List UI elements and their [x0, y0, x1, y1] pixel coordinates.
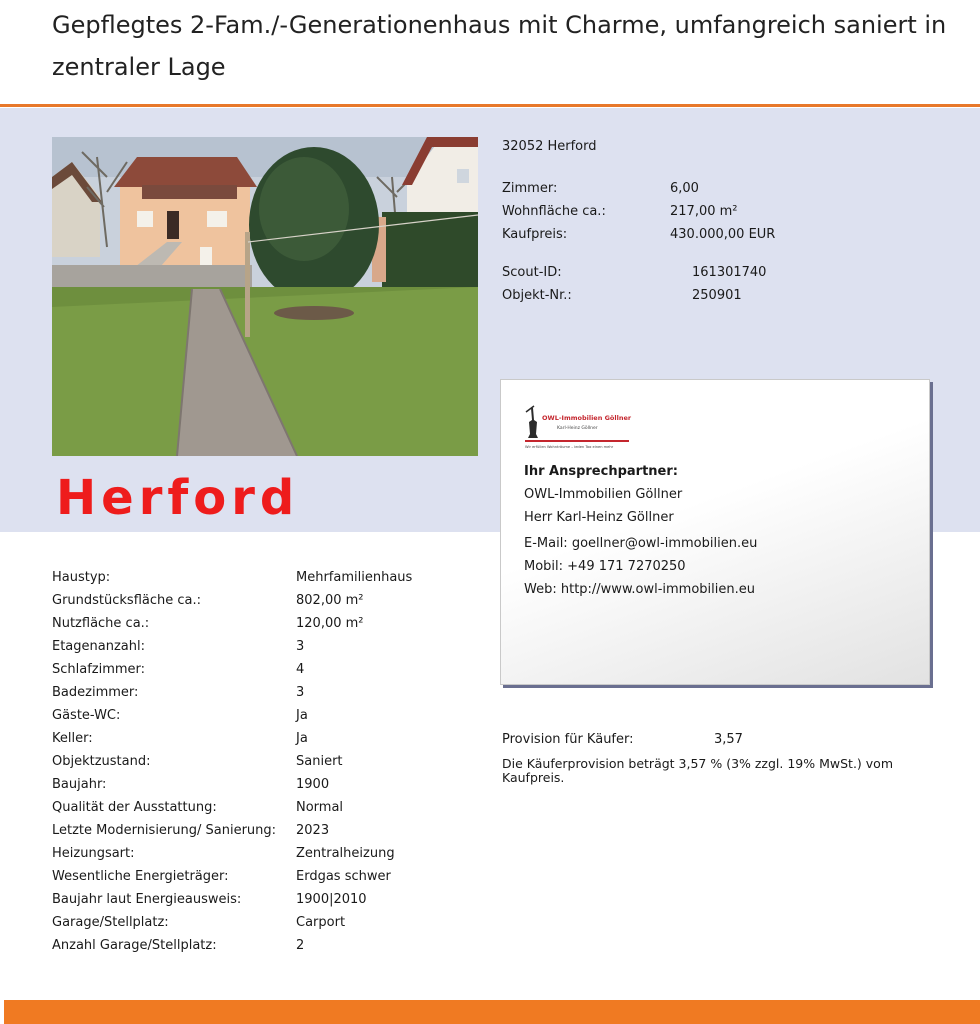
detail-row — [52, 658, 412, 681]
detail-row — [52, 750, 412, 773]
contact-heading: Ihr Ansprechpartner: — [524, 464, 678, 479]
logo-text: OWL-Immobilien Göllner — [542, 414, 632, 422]
detail-label: Badezimmer: — [52, 685, 139, 700]
detail-row — [52, 704, 412, 727]
contact-mobile[interactable]: Mobil: +49 171 7270250 — [524, 559, 686, 574]
detail-row — [52, 635, 412, 658]
detail-value: Carport — [296, 915, 346, 930]
detail-value: 3 — [296, 639, 305, 654]
detail-row — [52, 796, 412, 819]
detail-label: Letzte Modernisierung/ Sanierung: — [52, 823, 277, 838]
detail-row — [52, 612, 412, 635]
detail-value: Zentralheizung — [296, 846, 395, 861]
detail-value: 802,00 m² — [296, 593, 364, 608]
detail-label: Keller: — [52, 731, 93, 746]
contact-web[interactable]: Web: http://www.owl-immobilien.eu — [524, 582, 755, 597]
detail-label: Haustyp: — [52, 570, 111, 585]
detail-row — [52, 681, 412, 704]
fact-value: 217,00 m² — [670, 204, 738, 219]
fact-label: Zimmer: — [502, 181, 558, 196]
detail-value: 1900|2010 — [296, 892, 367, 907]
detail-label: Etagenanzahl: — [52, 639, 145, 654]
key-facts-panel — [502, 135, 775, 307]
detail-label: Baujahr: — [52, 777, 107, 792]
city-heading: Herford — [56, 470, 300, 526]
company-logo — [523, 404, 633, 448]
detail-row — [52, 865, 412, 888]
fact-label: Kaufpreis: — [502, 227, 568, 242]
detail-label: Grundstücksfläche ca.: — [52, 593, 202, 608]
detail-value: Normal — [296, 800, 344, 815]
detail-value: 1900 — [296, 777, 330, 792]
detail-label: Garage/Stellplatz: — [52, 915, 169, 930]
detail-label: Anzahl Garage/Stellplatz: — [52, 938, 217, 953]
detail-value: 2 — [296, 938, 305, 953]
detail-label: Gäste-WC: — [52, 708, 121, 723]
contact-details — [524, 460, 757, 601]
id-label: Scout-ID: — [502, 265, 562, 280]
commission-value: 3,57 — [714, 732, 743, 747]
fact-row — [502, 223, 775, 246]
fact-row — [502, 177, 775, 200]
detail-row — [52, 773, 412, 796]
commission-row — [502, 728, 743, 751]
location-text: 32052 Herford — [502, 139, 597, 154]
detail-value: Ja — [296, 731, 308, 746]
commission-label: Provision für Käufer: — [502, 732, 634, 747]
detail-value: 4 — [296, 662, 305, 677]
fact-label: Wohnfläche ca.: — [502, 204, 606, 219]
page-title: Gepflegtes 2-Fam./-Generationenhaus mit Charme, umfangreich saniert in zentraler Lage — [52, 11, 947, 81]
contact-card — [500, 379, 930, 685]
id-value: 250901 — [692, 288, 742, 303]
detail-row — [52, 888, 412, 911]
detail-label: Baujahr laut Energieausweis: — [52, 892, 242, 907]
id-row — [502, 284, 775, 307]
detail-row — [52, 934, 412, 957]
id-label: Objekt-Nr.: — [502, 288, 572, 303]
detail-label: Schlafzimmer: — [52, 662, 146, 677]
property-photo — [52, 137, 478, 456]
detail-row — [52, 911, 412, 934]
detail-value: Erdgas schwer — [296, 869, 391, 884]
contact-person: Herr Karl-Heinz Göllner — [524, 510, 674, 525]
property-details-list — [52, 566, 412, 957]
detail-row — [52, 589, 412, 612]
fact-row — [502, 200, 775, 223]
commission-note: Die Käuferprovision beträgt 3,57 % (3% zzgl. 19% MwSt.) vom Kaufpreis. — [502, 756, 893, 785]
detail-label: Objektzustand: — [52, 754, 151, 769]
detail-row — [52, 566, 412, 589]
fact-value: 6,00 — [670, 181, 699, 196]
header-divider — [0, 104, 980, 107]
detail-value: 3 — [296, 685, 305, 700]
detail-value: Saniert — [296, 754, 343, 769]
detail-value: 2023 — [296, 823, 330, 838]
detail-label: Nutzfläche ca.: — [52, 616, 150, 631]
logo-subtext: Karl-Heinz Göllner — [557, 426, 598, 431]
detail-row — [52, 842, 412, 865]
fact-value: 430.000,00 EUR — [670, 227, 776, 242]
detail-label: Heizungsart: — [52, 846, 135, 861]
detail-value: Mehrfamilienhaus — [296, 570, 413, 585]
detail-row — [52, 819, 412, 842]
id-row — [502, 261, 775, 284]
detail-label: Wesentliche Energieträger: — [52, 869, 229, 884]
detail-row — [52, 727, 412, 750]
detail-value: Ja — [296, 708, 308, 723]
contact-company: OWL-Immobilien Göllner — [524, 487, 683, 502]
contact-email[interactable]: E-Mail: goellner@owl-immobilien.eu — [524, 536, 758, 551]
detail-label: Qualität der Ausstattung: — [52, 800, 217, 815]
footer-bar — [4, 1000, 980, 1024]
detail-value: 120,00 m² — [296, 616, 364, 631]
id-value: 161301740 — [692, 265, 767, 280]
logo-tagline: Wir erfüllen Wohnträume – jeden Tag einen mehr — [525, 445, 614, 448]
